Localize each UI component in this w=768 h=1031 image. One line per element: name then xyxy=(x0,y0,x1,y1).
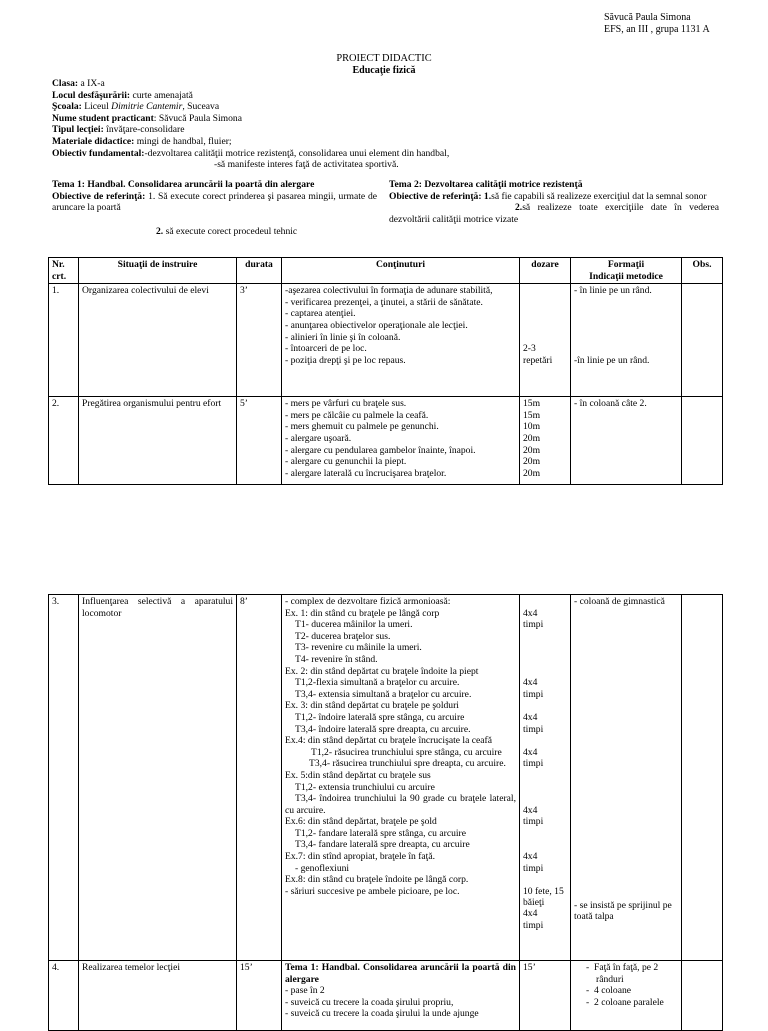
table-row xyxy=(49,961,723,1031)
row-obs xyxy=(682,595,723,961)
row-formatii: - în coloană câte 2. xyxy=(571,397,682,485)
row-situatie: Influenţarea selectivă a aparatului locomotor xyxy=(79,595,237,961)
header-continuturi: Conţinuturi xyxy=(282,258,520,284)
row-obs xyxy=(682,284,723,397)
lesson-meta xyxy=(52,78,722,171)
row-formatii xyxy=(571,961,682,1031)
formatii-list xyxy=(574,962,678,1008)
row-continuturi: - mers pe vârfuri cu braţele sus. - mers pe călcâie cu palmele la ceafă. - mers ghemuit cu palmele pe genunchi. - alergare uşoară. - alergare cu pendularea gambelor înainte, înapoi. - alergare cu genunchii la piept. - alergare laterală cu încrucişarea braţelor. xyxy=(282,397,520,485)
row-dozare: 4x4 timpi 4x4 timpi 4x4 timpi 4x4 timpi 4x4 timpi 4x4 timpi 10 fete, 15 băieţi 4x4 timpi xyxy=(520,595,571,961)
tema-2-block xyxy=(389,179,719,225)
row-nr: 1. xyxy=(49,284,79,397)
header-nr: Nr. crt. xyxy=(49,258,79,284)
row-nr: 2. xyxy=(49,397,79,485)
meta-loc: Locul desfăşurării: curte amenajată xyxy=(52,89,193,101)
row-dozare: 15’ xyxy=(520,961,571,1031)
row-formatii: - coloană de gimnastică - se insistă pe sprijinul pe toată talpa xyxy=(571,595,682,961)
tema-1-objective-2: 2. să execute corect procedeul tehnic xyxy=(156,225,298,237)
tema-2-objective-2: 2.să realizeze toate exerciţiile date în vederea dezvoltării calităţii motrice vizate xyxy=(389,202,719,225)
list-item: - Faţă în faţă, pe 2 rânduri xyxy=(586,962,659,985)
table-row xyxy=(49,284,723,397)
lesson-table-part-1 xyxy=(48,257,723,485)
tema-2-title: Tema 2: Dezvoltarea calităţii motrice rezistenţă xyxy=(389,179,583,190)
lesson-table-part-2 xyxy=(48,594,723,1031)
row-formatii: - în linie pe un rând. -în linie pe un rând. xyxy=(571,284,682,397)
list-item: - 2 coloane paralele xyxy=(586,996,664,1008)
table-row xyxy=(49,397,723,485)
header-durata: durata xyxy=(237,258,282,284)
list-item: - 4 coloane xyxy=(586,985,632,997)
table-header-row xyxy=(49,258,723,284)
tema-1-title: Tema 1: Handbal. Consolidarea aruncării la poartă din alergare xyxy=(52,179,315,190)
tema-1-objectives: Obiective de referinţă: 1. Să execute corect prinderea şi pasarea mingii, urmate de aruncare la poartă xyxy=(52,190,378,214)
row-dozare: 2-3 repetări xyxy=(520,284,571,397)
author-group: EFS, an III , grupa 1131 A xyxy=(604,24,710,35)
row-continuturi: Tema 1: Handbal. Consolidarea aruncării la poartă din alergare - pase în 2 - suveică cu trecere la coada şirului propriu, - suveică cu trecere la coada şirului la unde ajunge xyxy=(282,961,520,1031)
row-obs xyxy=(682,397,723,485)
table-row xyxy=(49,595,723,961)
header-situatii: Situaţii de instruire xyxy=(79,258,237,284)
row-obs xyxy=(682,961,723,1031)
row-durata: 5’ xyxy=(237,397,282,485)
header-obs: Obs. xyxy=(682,258,723,284)
tema-2-objectives: Obiective de referinţă: 1.să fie capabili să realizeze exerciţiul dat la semnal sonor xyxy=(389,190,707,202)
header-formatii: Formaţii Indicaţii metodice xyxy=(571,258,682,284)
meta-obiectiv-2: -să manifeste interes faţă de activitatea sportivă. xyxy=(214,159,399,171)
row-durata: 3’ xyxy=(237,284,282,397)
document-title: PROIECT DIDACTIC xyxy=(336,53,432,64)
meta-student: Nume student practicant: Săvucă Paula Simona xyxy=(52,112,242,124)
row-durata: 8’ xyxy=(237,595,282,961)
meta-obiectiv: Obiectiv fundamental:-dezvoltarea calităţii motrice rezistenţă, consolidarea unui element din handbal, xyxy=(52,147,450,159)
row-nr: 3. xyxy=(49,595,79,961)
row-nr: 4. xyxy=(49,961,79,1031)
row-situatie: Realizarea temelor lecţiei xyxy=(79,961,237,1031)
row-continuturi: -aşezarea colectivului în formaţia de adunare stabilită, - verificarea prezenţei, a ţinutei, a stării de sănătate. - captarea atenţiei. - anunţarea obiectivelor operaţionale ale lecţiei. - alinieri în linie şi în coloană. - întoarceri de pe loc. - poziţia drepţi şi pe loc repaus. xyxy=(282,284,520,397)
meta-clasa: Clasa: a IX-a xyxy=(52,78,105,89)
tema-1-block xyxy=(52,179,377,237)
row-durata: 15’ xyxy=(237,961,282,1031)
author-name: Săvucă Paula Simona xyxy=(604,12,691,23)
row-continuturi: - complex de dezvoltare fizică armonioasă: Ex. 1: din stând cu braţele pe lângă corp T1- ducerea mâinilor la umeri. T2- ducerea braţelor sus. T3- revenire cu mâinile la umeri. T4- revenire în stând. Ex. 2: din stând depărtat cu braţele îndoite la piept T1,2-flexia simultană a braţelor cu arcuire. T3,4- extensia simultană a braţelor cu arcuire. Ex. 3: din stând depărtat cu braţele pe şolduri T1,2- îndoire laterală spre stânga, cu arcuire T3,4- îndoire laterală spre dreapta, cu arcuire. Ex.4: din stând depărtat cu braţele încrucişate la ceafă T1,2- răsucirea trunchiului spre stânga, cu arcuire T3,4- răsucirea trunchiului spre dreapta, cu arcuire. Ex. 5:din stând depărtat cu braţele sus T1,2- extensia trunchiului cu arcuire T3,4- îndoirea trunchiului la 90 grade cu braţele lateral, cu arcuire. Ex.6: din stând depărtat, braţele pe şold T1,2- fandare laterală spre stânga, cu arcuire T3,4- fandare laterală spre dreapta, cu arcuire Ex.7: din stînd apropiat, braţele în faţă. - genoflexiuni Ex.8: din stând cu braţele îndoite pe lângă corp. - săriuri succesive pe ambele picioare, pe loc. xyxy=(282,595,520,961)
document-subtitle: Educaţie fizică xyxy=(352,65,416,76)
header-dozare: dozare xyxy=(520,258,571,284)
meta-scoala: Şcoala: Liceul Dimitrie Cantemir, Suceava xyxy=(52,101,220,113)
meta-materiale: Materiale didactice: mingi de handbal, fluier; xyxy=(52,135,232,147)
meta-tip: Tipul lecţiei: învăţare-consolidare xyxy=(52,124,185,136)
row-situatie: Pregătirea organismului pentru efort xyxy=(79,397,237,485)
author-block xyxy=(604,12,710,36)
row-situatie: Organizarea colectivului de elevi xyxy=(79,284,237,397)
row-dozare: 15m 15m 10m 20m 20m 20m 20m xyxy=(520,397,571,485)
